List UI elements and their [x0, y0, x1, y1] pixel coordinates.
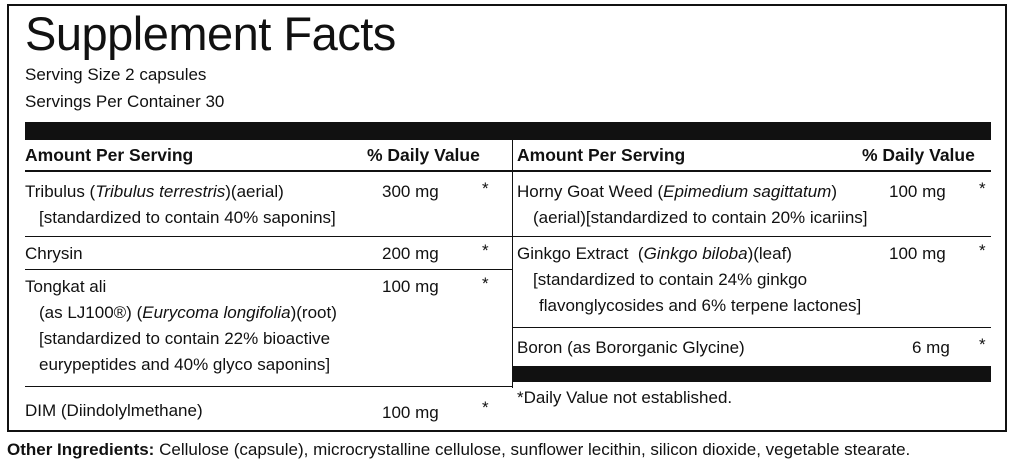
left-row-rule	[25, 269, 512, 270]
chrysin-name: Chrysin	[25, 244, 83, 263]
tribulus-dv: *	[482, 179, 489, 198]
supplement-facts-panel	[7, 4, 1007, 432]
tribulus-name: Tribulus (Tribulus terrestris)(aerial)	[25, 182, 284, 201]
boron-dv: *	[979, 335, 986, 354]
ginkgo-name: Ginkgo Extract (Ginkgo biloba)(leaf)	[517, 244, 792, 263]
dim-name: DIM (Diindolylmethane)	[25, 401, 203, 420]
boron-name: Boron (as Bororganic Glycine)	[517, 338, 745, 357]
boron-amount: 6 mg	[912, 338, 950, 357]
thick-bottom-bar	[513, 366, 991, 382]
right-header-dv: % Daily Value	[862, 145, 975, 165]
serving-size: Serving Size 2 capsules	[25, 65, 207, 84]
right-row-rule	[513, 327, 991, 328]
other-ingredients-label: Other Ingredients:	[7, 440, 155, 459]
ginkgo-amount: 100 mg	[889, 244, 946, 263]
horny-goat-weed-dv: *	[979, 179, 986, 198]
panel-title: Supplement Facts	[25, 7, 396, 60]
ginkgo-dv: *	[979, 241, 986, 260]
tongkat-dv: *	[482, 274, 489, 293]
horny-goat-weed-detail: (aerial)[standardized to contain 20% icariins]	[533, 208, 868, 227]
right-header-amount: Amount Per Serving	[517, 145, 686, 165]
other-ingredients-text: Cellulose (capsule), microcrystalline cellulose, sunflower lecithin, silicon dioxide, vegetable stearate.	[154, 440, 911, 459]
left-header-dv: % Daily Value	[367, 145, 480, 165]
right-header-rule	[513, 170, 991, 172]
tribulus-detail: [standardized to contain 40% saponins]	[39, 208, 336, 227]
left-header-rule	[25, 170, 512, 172]
left-row-rule	[25, 236, 512, 237]
other-ingredients	[7, 439, 910, 461]
tribulus-amount: 300 mg	[382, 182, 439, 201]
chrysin-dv: *	[482, 241, 489, 260]
tongkat-amount: 100 mg	[382, 277, 439, 296]
tongkat-detail-source: (as LJ100®) (Eurycoma longifolia)(root)	[39, 303, 337, 322]
left-row-rule	[25, 386, 512, 387]
horny-goat-weed-amount: 100 mg	[889, 182, 946, 201]
ginkgo-detail: flavonglycosides and 6% terpene lactones]	[539, 296, 862, 315]
left-header-amount: Amount Per Serving	[25, 145, 194, 165]
thick-top-bar	[25, 122, 991, 140]
tongkat-detail: eurypeptides and 40% glyco saponins]	[39, 355, 331, 374]
tongkat-name: Tongkat ali	[25, 277, 107, 296]
dim-dv: *	[482, 398, 489, 417]
column-divider	[512, 140, 513, 388]
chrysin-amount: 200 mg	[382, 244, 439, 263]
dim-amount: 100 mg	[382, 403, 439, 422]
horny-goat-weed-name: Horny Goat Weed (Epimedium sagittatum)	[517, 182, 837, 201]
tongkat-detail: [standardized to contain 22% bioactive	[39, 329, 331, 348]
right-row-rule	[513, 236, 991, 237]
servings-per-container: Servings Per Container 30	[25, 92, 225, 111]
daily-value-footnote: *Daily Value not established.	[517, 388, 733, 407]
ginkgo-detail: [standardized to contain 24% ginkgo	[533, 270, 808, 289]
